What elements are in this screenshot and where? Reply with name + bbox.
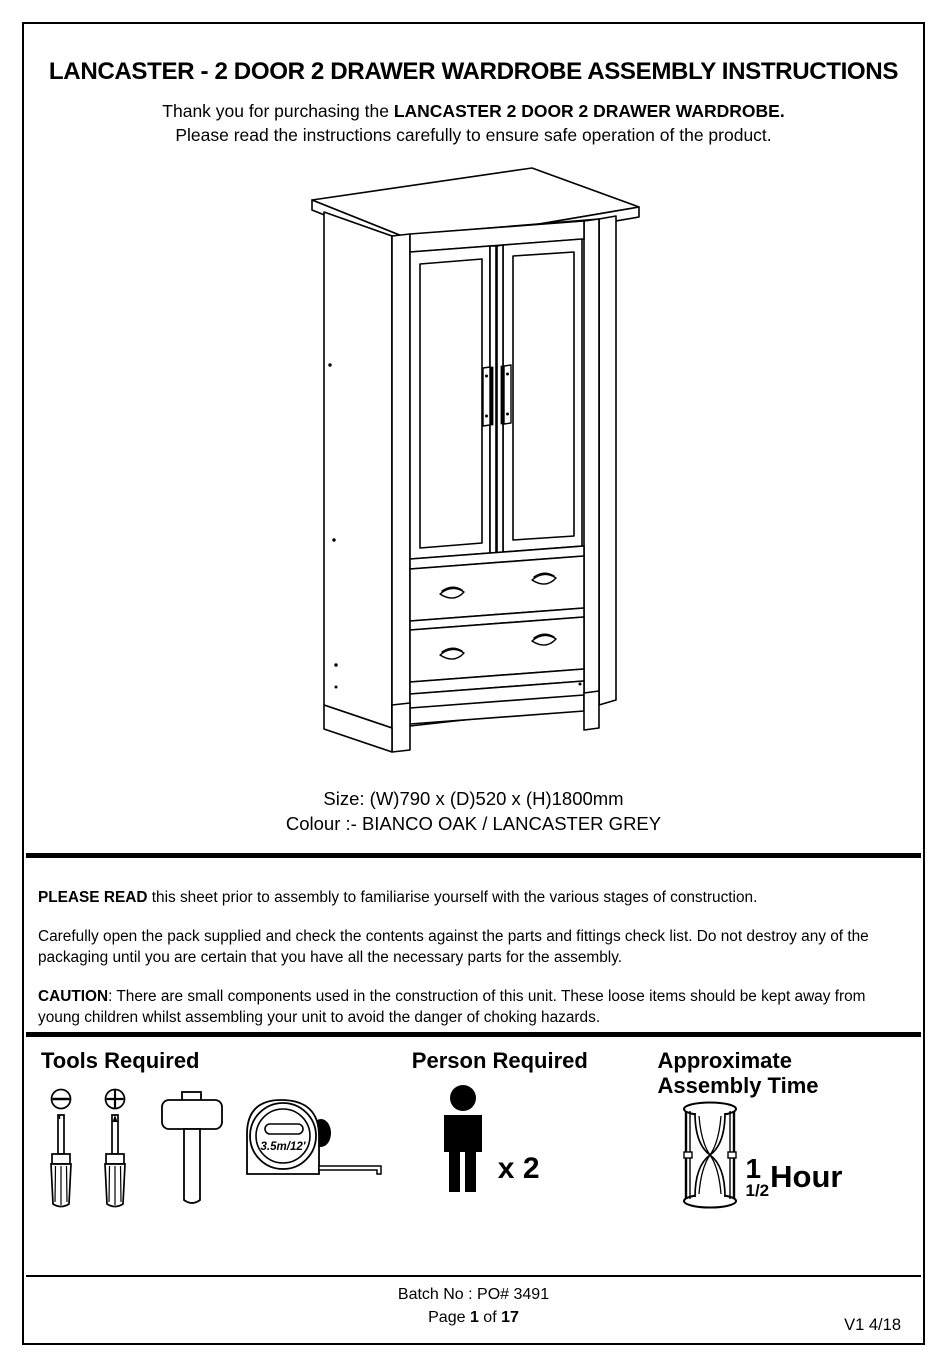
notice-body-caution: : There are small components used in the construction of this unit. These loose items should be kept away from young children whilst assembling your unit to avoid the danger of choking hazards. bbox=[38, 988, 866, 1026]
thank-you-block bbox=[24, 100, 923, 148]
person-icon bbox=[432, 1084, 494, 1196]
product-illustration-wrap bbox=[24, 160, 923, 780]
assembly-time-value bbox=[745, 1153, 843, 1200]
assembly-time-fraction bbox=[745, 1153, 770, 1200]
phillips-screwdriver-icon bbox=[95, 1088, 135, 1210]
tools-required-column bbox=[24, 1049, 394, 1249]
assembly-time-icon-row bbox=[654, 1100, 924, 1212]
thank-you-line-2: Please read the instructions carefully to ensure safe operation of the product. bbox=[175, 124, 772, 145]
page-number: 1 bbox=[469, 1308, 479, 1326]
page-title: LANCASTER - 2 DOOR 2 DRAWER WARDROBE ASSEMBLY INSTRUCTIONS bbox=[48, 58, 899, 85]
assembly-time-fraction-part: 1/2 bbox=[745, 1180, 770, 1200]
thank-you-prefix: Thank you for purchasing the bbox=[162, 101, 394, 121]
notice-please-read bbox=[38, 888, 909, 908]
assembly-time-unit: Hour bbox=[770, 1159, 843, 1195]
thank-you-product-name: LANCASTER 2 DOOR 2 DRAWER WARDROBE. bbox=[393, 101, 785, 121]
notice-caution bbox=[38, 987, 909, 1028]
assembly-time-whole: 1 bbox=[745, 1153, 762, 1185]
notices-section bbox=[24, 858, 923, 1028]
thank-you-line-1 bbox=[24, 100, 923, 124]
mallet-icon bbox=[153, 1088, 233, 1210]
product-spec-block bbox=[24, 786, 923, 838]
requirements-section bbox=[24, 1037, 923, 1249]
page-middle: of bbox=[478, 1308, 502, 1326]
person-count-label: x 2 bbox=[497, 1151, 540, 1185]
page-total: 17 bbox=[501, 1308, 519, 1326]
assembly-time-heading-line2: Assembly Time bbox=[657, 1072, 819, 1098]
notice-lead-please-read: PLEASE READ bbox=[38, 888, 148, 906]
assembly-time-heading-line1: Approximate bbox=[657, 1048, 792, 1074]
notice-body-please-read: this sheet prior to assembly to familiarise yourself with the various stages of construction. bbox=[147, 888, 758, 906]
notice-lead-caution: CAUTION bbox=[38, 988, 109, 1006]
tools-icon-row bbox=[41, 1088, 394, 1210]
assembly-time-column bbox=[654, 1049, 924, 1249]
tools-required-heading: Tools Required bbox=[41, 1048, 200, 1074]
person-required-column bbox=[394, 1049, 654, 1249]
person-icon-row bbox=[394, 1084, 654, 1196]
page-indicator bbox=[24, 1307, 923, 1330]
person-required-heading: Person Required bbox=[411, 1048, 588, 1074]
tape-measure-icon bbox=[241, 1088, 389, 1210]
footer-center-block bbox=[24, 1277, 923, 1329]
product-size: Size: (W)790 x (D)520 x (H)1800mm bbox=[323, 787, 624, 809]
notice-open-pack bbox=[38, 927, 909, 968]
page-frame bbox=[22, 22, 925, 1345]
notice-body-open-pack: Carefully open the pack supplied and check the contents against the parts and fittings check list. Do not destroy any of the packaging until you are certain that you have all the necessary parts for the assembly. bbox=[38, 928, 869, 966]
page-prefix: Page bbox=[428, 1308, 470, 1326]
page-footer bbox=[24, 1275, 923, 1343]
document-version: V1 4/18 bbox=[844, 1316, 901, 1334]
wardrobe-illustration bbox=[294, 160, 654, 780]
batch-number: Batch No : PO# 3491 bbox=[397, 1286, 550, 1303]
assembly-time-heading bbox=[654, 1049, 924, 1098]
hourglass-icon bbox=[676, 1100, 744, 1212]
tape-measure-label-text: 3.5m/12' bbox=[260, 1140, 306, 1153]
product-colour: Colour :- BIANCO OAK / LANCASTER GREY bbox=[285, 813, 662, 835]
flathead-screwdriver-icon bbox=[41, 1088, 81, 1210]
